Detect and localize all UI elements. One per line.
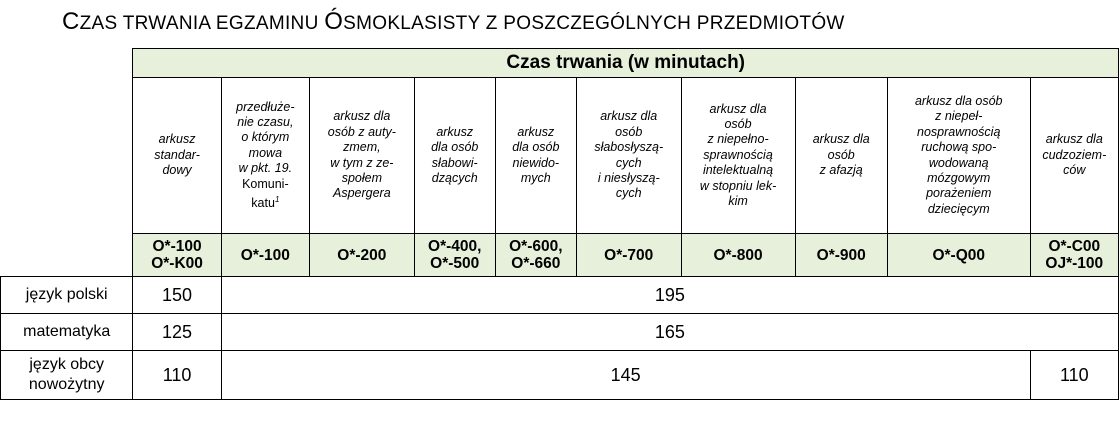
column-desc-hearing: arkusz dla osób słabosłyszą- cych i niesłyszą- cych xyxy=(576,78,681,234)
subject-label: matematyka xyxy=(1,314,133,351)
column-code-aphasia: O*-900 xyxy=(795,234,887,277)
corner-cell xyxy=(1,49,133,277)
column-code-standard: O*-100 O*-K00 xyxy=(133,234,221,277)
standard-duration: 150 xyxy=(133,277,221,314)
desc-extended-main: przedłuże- nie czasu, o którym mowa w pkt. 19. xyxy=(236,99,295,176)
column-desc-low-vision: arkusz dla osób słabowi- dzących xyxy=(414,78,495,234)
subject-label: język polski xyxy=(1,277,133,314)
page-title xyxy=(62,7,845,39)
column-desc-foreigners: arkusz dla cudzoziem- ców xyxy=(1030,78,1118,234)
column-desc-blind: arkusz dla osób niewido- mych xyxy=(495,78,576,234)
column-desc-cerebral-palsy: arkusz dla osób z niepeł- nosprawnością ruchową spo- wodowaną mózgowym porażeniem dziecięcym xyxy=(887,78,1030,234)
title-initial-2: Ó xyxy=(324,8,344,35)
column-code-autism: O*-200 xyxy=(309,234,414,277)
super-header: Czas trwania (w minutach) xyxy=(133,49,1119,78)
table-row xyxy=(1,314,1119,351)
standard-duration: 125 xyxy=(133,314,221,351)
column-code-low-vision: O*-400, O*-500 xyxy=(414,234,495,277)
column-code-blind: O*-600, O*-660 xyxy=(495,234,576,277)
title-initial-1: C xyxy=(62,8,80,35)
column-code-hearing: O*-700 xyxy=(576,234,681,277)
desc-extended-upright: Komuni- katu xyxy=(242,176,289,211)
column-code-extended-time: O*-100 xyxy=(221,234,309,277)
column-desc-intellectual: arkusz dla osób z niepełno- sprawnością intelektualną w stopniu lek- kim xyxy=(681,78,795,234)
column-desc-aphasia: arkusz dla osób z afazją xyxy=(795,78,887,234)
adapted-duration: 165 xyxy=(221,314,1118,351)
column-desc-standard: arkusz standar- dowy xyxy=(133,78,221,234)
column-code-intellectual: O*-800 xyxy=(681,234,795,277)
column-code-cerebral-palsy: O*-Q00 xyxy=(887,234,1030,277)
foreigners-duration: 110 xyxy=(1030,351,1118,400)
adapted-duration: 145 xyxy=(221,351,1030,400)
column-code-foreigners: O*-C00 OJ*-100 xyxy=(1030,234,1118,277)
standard-duration: 110 xyxy=(133,351,221,400)
table-row xyxy=(1,277,1119,314)
table-row xyxy=(1,351,1119,400)
subject-label: język obcy nowożytny xyxy=(1,351,133,400)
title-text-2: SMOKLASISTY Z POSZCZEGÓLNYCH PRZEDMIOTÓW xyxy=(343,13,845,34)
adapted-duration: 195 xyxy=(221,277,1118,314)
column-desc-autism: arkusz dla osób z auty- zmem, w tym z ze- społem Aspergera xyxy=(309,78,414,234)
footnote-marker: 1 xyxy=(274,194,280,204)
column-desc-extended-time xyxy=(221,78,309,234)
exam-duration-table xyxy=(0,48,1119,400)
title-text-1: ZAS TRWANIA EGZAMINU xyxy=(79,13,325,34)
